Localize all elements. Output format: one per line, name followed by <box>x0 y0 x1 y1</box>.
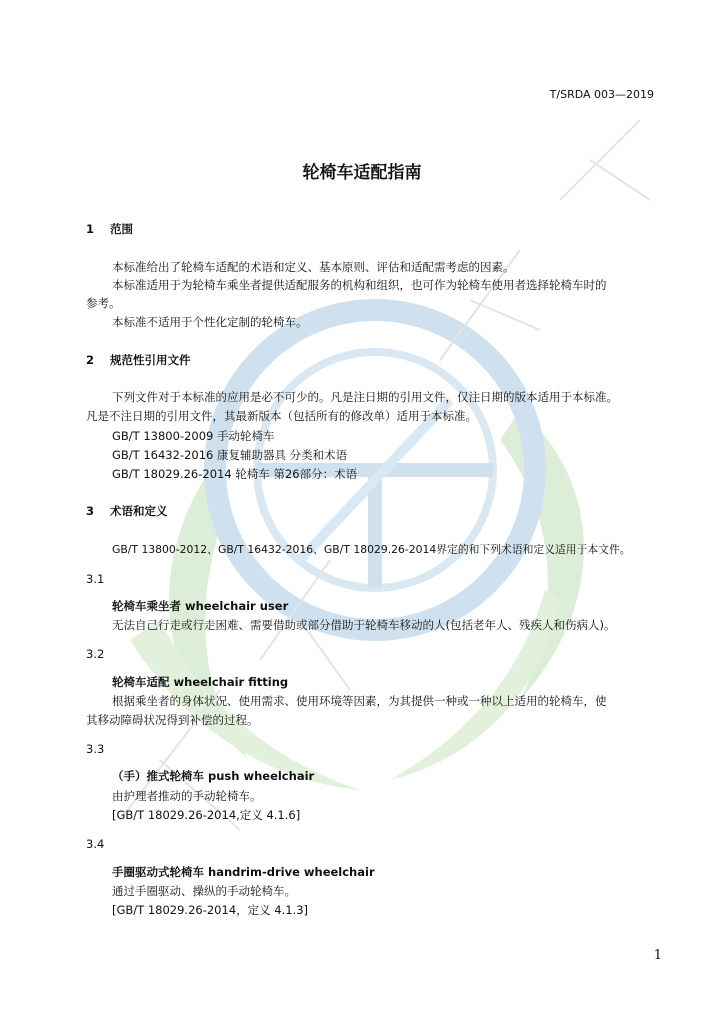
term-definition: 通过手圈驱动、操纵的手动轮椅车。 <box>112 884 296 898</box>
section-title: 规范性引用文件 <box>110 353 191 367</box>
term-number: 3.4 <box>86 837 105 851</box>
term-number: 3.1 <box>86 572 105 586</box>
section-3-heading <box>86 503 168 519</box>
term-definition-continuation: 其移动障碍状况得到补偿的过程。 <box>86 713 259 727</box>
paragraph: GB/T 13800-2012、GB/T 16432-2016、GB/T 18029.26-2014界定的和下列术语和定义适用于本文件。 <box>112 543 631 556</box>
reference-item: GB/T 18029.26-2014 轮椅车 第26部分：术语 <box>112 467 358 481</box>
section-title: 范围 <box>110 222 134 236</box>
page-number: 1 <box>653 948 662 963</box>
section-1-heading <box>86 221 133 237</box>
term-heading: 轮椅车乘坐者 wheelchair user <box>112 599 289 613</box>
reference-item: GB/T 16432-2016 康复辅助器具 分类和术语 <box>112 448 348 462</box>
term-number: 3.3 <box>86 742 105 756</box>
paragraph: 本标准不适用于个性化定制的轮椅车。 <box>112 315 308 329</box>
term-definition: 无法自己行走或行走困难、需要借助或部分借助于轮椅车移动的人(包括老年人、残疾人和伤病人)。 <box>112 618 616 632</box>
paragraph: 本标准给出了轮椅车适配的术语和定义、基本原则、评估和适配需考虑的因素。 <box>112 260 515 274</box>
paragraph: 下列文件对于本标准的应用是必不可少的。凡是注日期的引用文件，仅注日期的版本适用于本标准。 <box>112 390 618 404</box>
term-heading: 轮椅车适配 wheelchair fitting <box>112 675 289 689</box>
section-number: 1 <box>86 222 95 236</box>
term-definition: 根据乘坐者的身体状况、使用需求、使用环境等因素，为其提供一种或一种以上适用的轮椅车，使 <box>112 694 607 708</box>
term-source: [GB/T 18029.26-2014,定义 4.1.6] <box>112 808 301 822</box>
term-source: [GB/T 18029.26-2014，定义 4.1.3] <box>112 903 309 917</box>
document-title: 轮椅车适配指南 <box>302 163 422 183</box>
term-heading: 手圈驱动式轮椅车 handrim-drive wheelchair <box>112 865 375 879</box>
term-definition: 由护理者推动的手动轮椅车。 <box>112 789 262 803</box>
section-title: 术语和定义 <box>110 504 168 518</box>
paragraph: 本标准适用于为轮椅车乘坐者提供适配服务的机构和组织，也可作为轮椅车使用者选择轮椅车时的 <box>112 278 607 292</box>
reference-item: GB/T 13800-2009 手动轮椅车 <box>112 429 275 443</box>
section-number: 3 <box>86 504 95 518</box>
section-2-heading <box>86 352 191 368</box>
paragraph-continuation: 凡是不注日期的引用文件，其最新版本（包括所有的修改单）适用于本标准。 <box>86 409 477 423</box>
term-number: 3.2 <box>86 647 105 661</box>
paragraph-continuation: 参考。 <box>86 296 121 310</box>
document-code: T/SRDA 003—2019 <box>549 88 654 101</box>
section-number: 2 <box>86 353 95 367</box>
term-heading: （手）推式轮椅车 push wheelchair <box>112 769 315 783</box>
